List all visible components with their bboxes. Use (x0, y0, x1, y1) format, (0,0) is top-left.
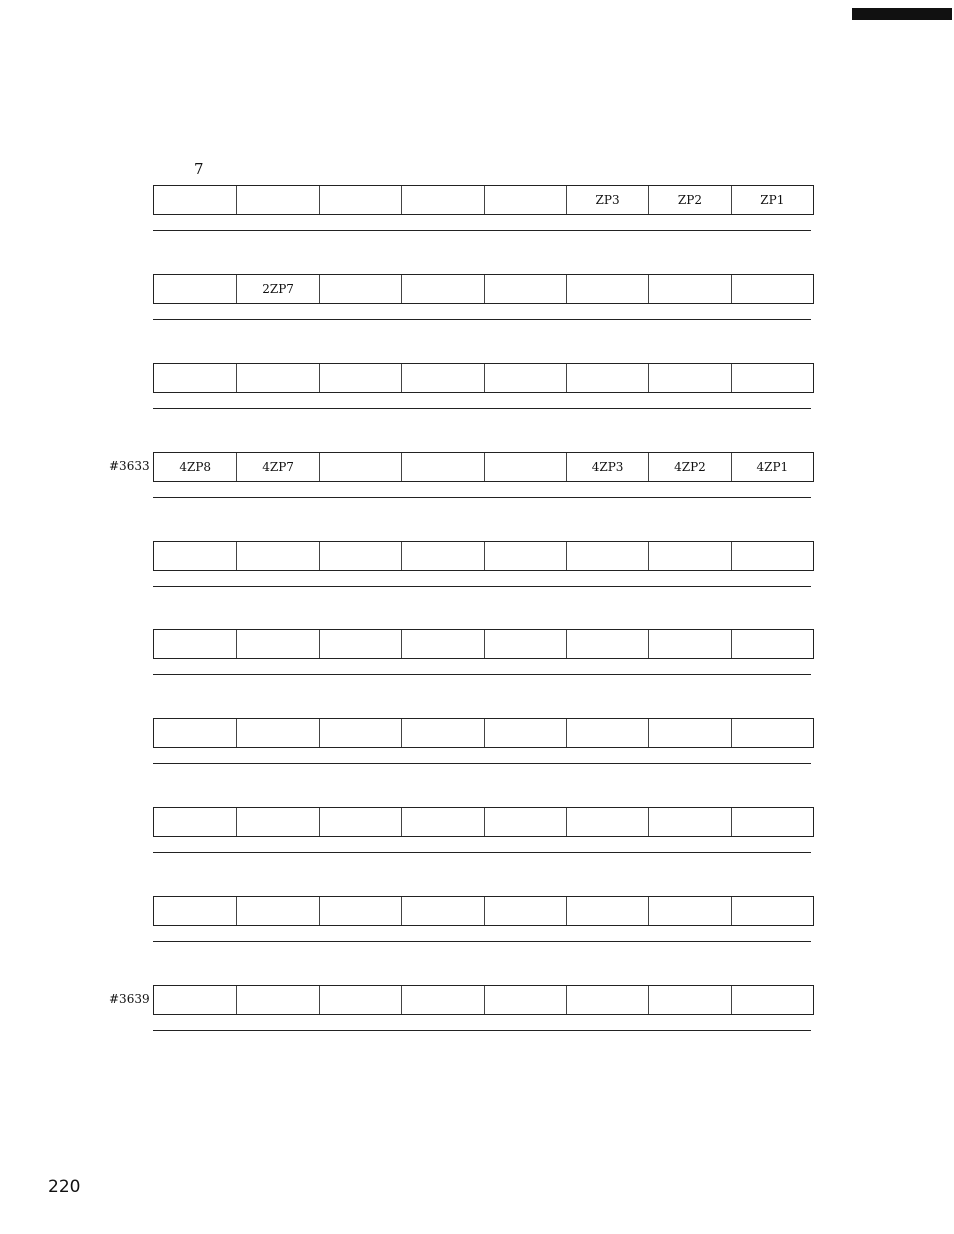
bit-cell (484, 719, 566, 747)
separator-rule (153, 674, 811, 675)
bit-cell (731, 630, 813, 658)
bit-cell (154, 808, 236, 836)
bit-cell (484, 542, 566, 570)
bit-cell: 4ZP3 (566, 453, 648, 481)
bit-cell (731, 364, 813, 392)
bit-cell (236, 630, 318, 658)
bit-cell (731, 808, 813, 836)
bit-cell (401, 986, 483, 1014)
bit-cell (484, 364, 566, 392)
bit-cell (648, 897, 730, 925)
bit-cell (401, 542, 483, 570)
bit-cell (401, 186, 483, 214)
bit-cell (319, 808, 401, 836)
separator-rule (153, 1030, 811, 1031)
bit-cell (319, 186, 401, 214)
register-row (153, 629, 814, 659)
separator-rule (153, 852, 811, 853)
separator-rule (153, 586, 811, 587)
bit-cell (319, 897, 401, 925)
register-number: #3633 (109, 459, 150, 473)
bit-cell (236, 542, 318, 570)
register-row (153, 541, 814, 571)
bit-cell (731, 542, 813, 570)
bit-cell (401, 275, 483, 303)
register-row (153, 274, 814, 304)
bit-cell (236, 719, 318, 747)
bit-cell (401, 897, 483, 925)
bit-cell: 4ZP8 (179, 460, 212, 474)
bit-cell (648, 719, 730, 747)
bit-cell: 4ZP2 (648, 453, 730, 481)
bit-cell (648, 275, 730, 303)
bit-cell (484, 630, 566, 658)
bit-cell (154, 186, 236, 214)
register-row (153, 363, 814, 393)
bit-cell (484, 897, 566, 925)
bit-cell (566, 986, 648, 1014)
bit-cell (648, 542, 730, 570)
bit-cell (484, 453, 566, 481)
bit-cell (236, 986, 318, 1014)
bit-cell (154, 275, 236, 303)
register-row (153, 985, 814, 1015)
bit-cell (566, 808, 648, 836)
register-number: #3639 (109, 992, 150, 1006)
bit-cell (319, 630, 401, 658)
separator-rule (153, 319, 811, 320)
bit-cell (566, 542, 648, 570)
bit-cell (154, 364, 236, 392)
bit-cell (236, 186, 318, 214)
register-row (153, 807, 814, 837)
bit-cell (731, 986, 813, 1014)
bit-cell (648, 630, 730, 658)
bit-cell (401, 719, 483, 747)
register-row (153, 185, 814, 215)
bit-cell (401, 453, 483, 481)
bit-cell: ZP2 (648, 186, 730, 214)
bit-cell (401, 364, 483, 392)
bit-cell (319, 542, 401, 570)
bit-cell (154, 542, 236, 570)
bit-cell: ZP1 (731, 186, 813, 214)
bit-cell (566, 719, 648, 747)
bit-cell (154, 719, 236, 747)
bit-cell (566, 897, 648, 925)
separator-rule (153, 408, 811, 409)
bit-cell (731, 719, 813, 747)
corner-bar (852, 8, 952, 20)
register-row (153, 896, 814, 926)
bit-cell (154, 897, 236, 925)
bit-cell (566, 275, 648, 303)
page-number: 220 (48, 1177, 81, 1197)
bit-cell: 4ZP7 (236, 453, 318, 481)
bit-cell (484, 186, 566, 214)
bit-cell: 2ZP7 (236, 275, 318, 303)
bit-cell (154, 630, 236, 658)
bit-cell (236, 808, 318, 836)
register-row (153, 452, 814, 482)
bit-cell (319, 364, 401, 392)
bit-cell: 4ZP1 (731, 453, 813, 481)
bit-cell (319, 986, 401, 1014)
bit-cell (484, 275, 566, 303)
bit-cell: ZP3 (566, 186, 648, 214)
bit-cell (236, 897, 318, 925)
bit-cell (648, 364, 730, 392)
bit-cell (319, 719, 401, 747)
bit-cell (319, 453, 401, 481)
bit-cell (236, 364, 318, 392)
register-row (153, 718, 814, 748)
bit-cell (319, 275, 401, 303)
bit-cell (648, 986, 730, 1014)
bit-cell (401, 630, 483, 658)
bit-cell (484, 808, 566, 836)
bit-cell (731, 897, 813, 925)
separator-rule (153, 497, 811, 498)
separator-rule (153, 230, 811, 231)
bit-cell (731, 275, 813, 303)
bit-number-label: 7 (194, 160, 204, 178)
bit-cell (401, 808, 483, 836)
bit-cell (566, 630, 648, 658)
bit-cell (484, 986, 566, 1014)
bit-cell (154, 986, 236, 1014)
separator-rule (153, 763, 811, 764)
bit-cell (566, 364, 648, 392)
bit-cell (648, 808, 730, 836)
separator-rule (153, 941, 811, 942)
